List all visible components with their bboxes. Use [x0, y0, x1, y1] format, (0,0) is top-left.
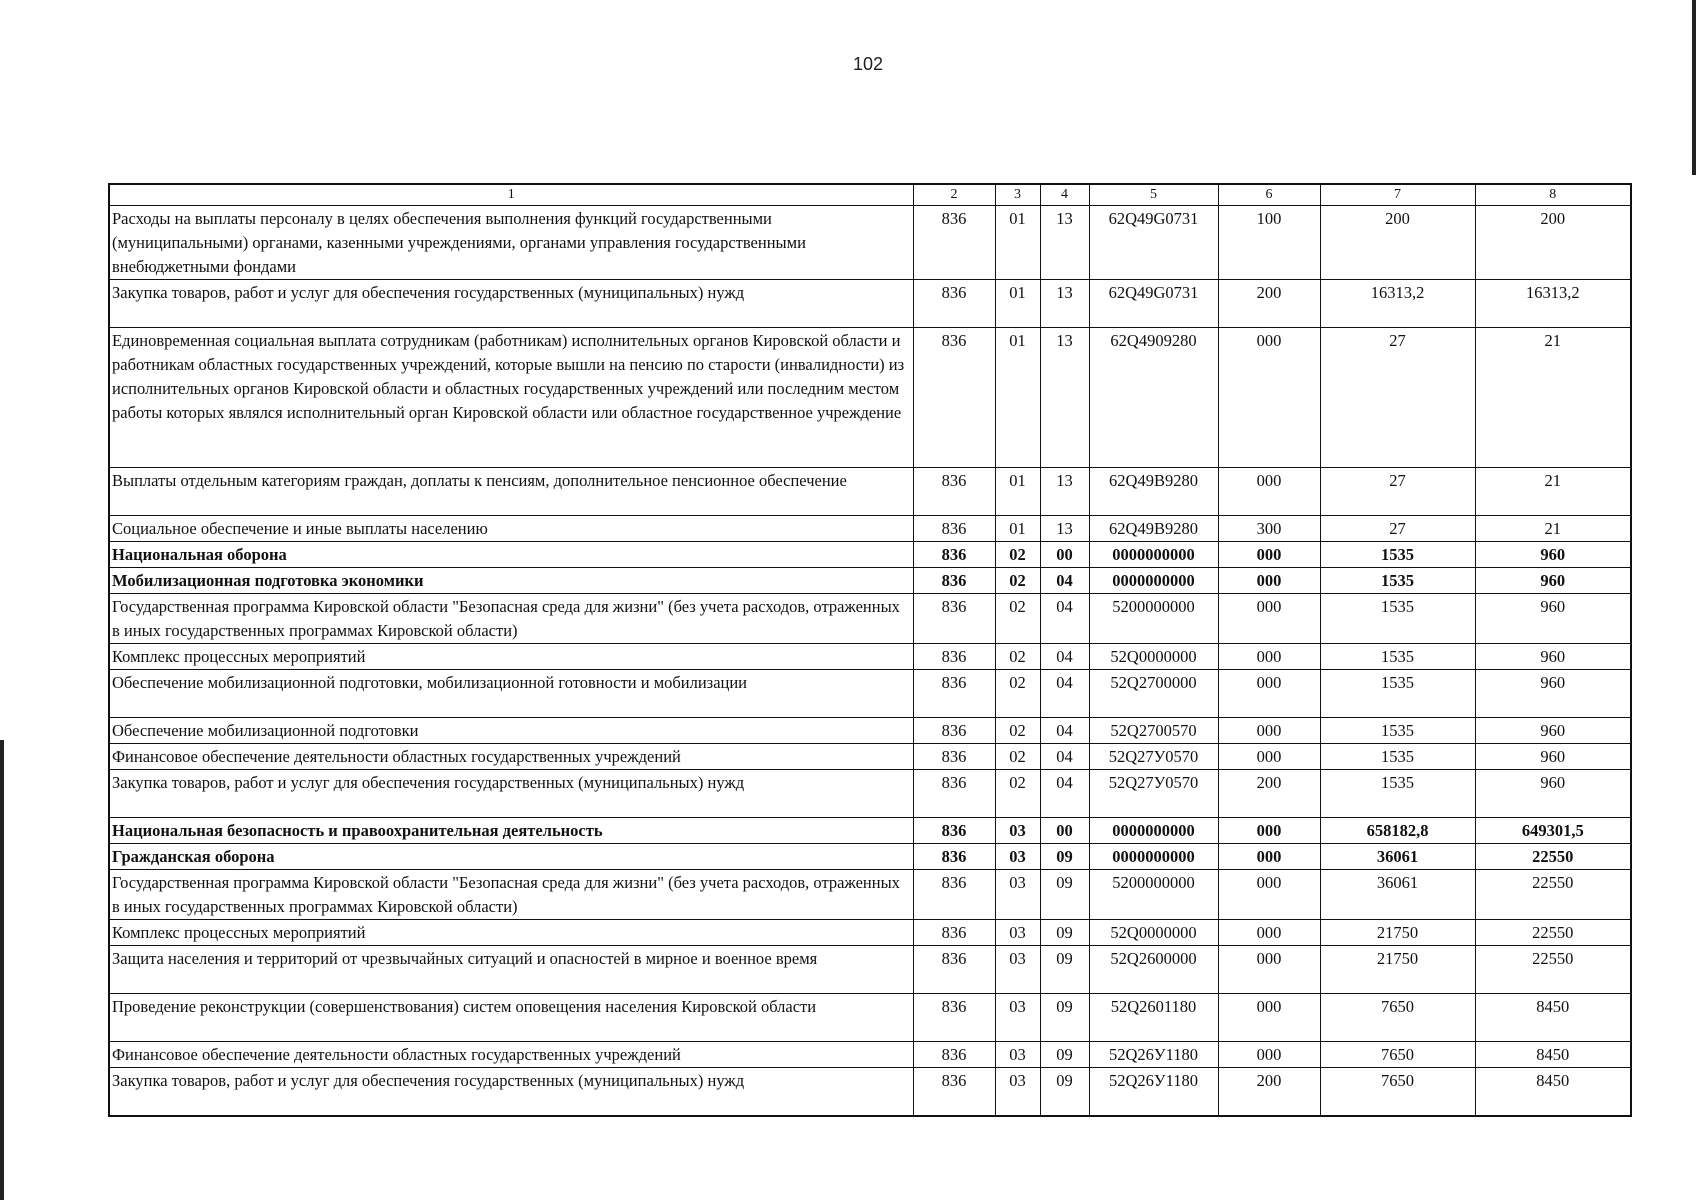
cell-expense-type: 000: [1218, 844, 1320, 870]
cell-description: Национальная оборона: [109, 542, 913, 568]
cell-ministry-code: 836: [913, 542, 995, 568]
cell-amount-year-1: 1535: [1320, 770, 1475, 818]
cell-subsection: 13: [1040, 516, 1089, 542]
table-row: [109, 280, 1631, 328]
cell-target-article: 52Q0000000: [1089, 644, 1218, 670]
cell-ministry-code: 836: [913, 744, 995, 770]
cell-amount-year-2: 649301,5: [1475, 818, 1631, 844]
table-row: [109, 670, 1631, 718]
cell-subsection: 13: [1040, 280, 1089, 328]
cell-description: Единовременная социальная выплата сотрудникам (работникам) исполнительных органов Кировской области и работникам областных государственных учреждений, которые вышли на пенсию по старости (инвалидности) из исполнительных органов Кировской области и областных государственных учреждений или последним местом работы которых являлся исполнительный орган Кировской области или областное государственное учреждение: [109, 328, 913, 468]
cell-amount-year-1: 21750: [1320, 920, 1475, 946]
scan-edge-left: [0, 740, 4, 1200]
cell-amount-year-2: 960: [1475, 744, 1631, 770]
cell-expense-type: 200: [1218, 1068, 1320, 1116]
table-row: [109, 1042, 1631, 1068]
cell-target-article: 62Q49B9280: [1089, 516, 1218, 542]
cell-description: Социальное обеспечение и иные выплаты населению: [109, 516, 913, 542]
cell-description: Гражданская оборона: [109, 844, 913, 870]
header-cell: 3: [995, 184, 1040, 206]
table-row: [109, 644, 1631, 670]
cell-description: Закупка товаров, работ и услуг для обеспечения государственных (муниципальных) нужд: [109, 770, 913, 818]
cell-expense-type: 200: [1218, 770, 1320, 818]
cell-expense-type: 000: [1218, 946, 1320, 994]
cell-expense-type: 200: [1218, 280, 1320, 328]
header-cell: 7: [1320, 184, 1475, 206]
cell-amount-year-2: 960: [1475, 644, 1631, 670]
cell-subsection: 04: [1040, 644, 1089, 670]
cell-target-article: 52Q2600000: [1089, 946, 1218, 994]
cell-description: Защита населения и территорий от чрезвычайных ситуаций и опасностей в мирное и военное время: [109, 946, 913, 994]
cell-section: 02: [995, 568, 1040, 594]
cell-description: Обеспечение мобилизационной подготовки: [109, 718, 913, 744]
cell-section: 03: [995, 1042, 1040, 1068]
cell-section: 01: [995, 516, 1040, 542]
cell-amount-year-2: 960: [1475, 594, 1631, 644]
cell-description: Государственная программа Кировской области "Безопасная среда для жизни" (без учета расходов, отраженных в иных государственных программах Кировской области): [109, 870, 913, 920]
cell-amount-year-1: 1535: [1320, 744, 1475, 770]
cell-ministry-code: 836: [913, 644, 995, 670]
table-row: [109, 870, 1631, 920]
cell-section: 02: [995, 542, 1040, 568]
header-cell: 6: [1218, 184, 1320, 206]
cell-expense-type: 000: [1218, 920, 1320, 946]
cell-subsection: 09: [1040, 920, 1089, 946]
cell-subsection: 13: [1040, 206, 1089, 280]
cell-amount-year-2: 22550: [1475, 946, 1631, 994]
cell-section: 02: [995, 744, 1040, 770]
cell-target-article: 0000000000: [1089, 542, 1218, 568]
table-row: [109, 844, 1631, 870]
cell-section: 02: [995, 594, 1040, 644]
cell-amount-year-1: 1535: [1320, 670, 1475, 718]
cell-amount-year-1: 36061: [1320, 870, 1475, 920]
table-row: [109, 994, 1631, 1042]
cell-expense-type: 000: [1218, 328, 1320, 468]
budget-table-wrapper: [108, 183, 1630, 1117]
cell-section: 03: [995, 920, 1040, 946]
cell-description: Финансовое обеспечение деятельности областных государственных учреждений: [109, 1042, 913, 1068]
budget-table: [108, 183, 1632, 1117]
cell-section: 03: [995, 994, 1040, 1042]
cell-expense-type: 000: [1218, 568, 1320, 594]
cell-section: 03: [995, 946, 1040, 994]
cell-subsection: 13: [1040, 328, 1089, 468]
cell-amount-year-2: 960: [1475, 568, 1631, 594]
table-row: [109, 818, 1631, 844]
cell-description: Комплекс процессных мероприятий: [109, 644, 913, 670]
cell-expense-type: 000: [1218, 644, 1320, 670]
cell-target-article: 52Q27У0570: [1089, 770, 1218, 818]
cell-amount-year-2: 22550: [1475, 844, 1631, 870]
cell-target-article: 52Q26У1180: [1089, 1068, 1218, 1116]
table-row: [109, 594, 1631, 644]
cell-ministry-code: 836: [913, 568, 995, 594]
cell-amount-year-2: 8450: [1475, 1042, 1631, 1068]
cell-subsection: 09: [1040, 946, 1089, 994]
cell-ministry-code: 836: [913, 870, 995, 920]
header-cell: 8: [1475, 184, 1631, 206]
cell-section: 01: [995, 280, 1040, 328]
cell-ministry-code: 836: [913, 328, 995, 468]
table-row: [109, 568, 1631, 594]
table-row: [109, 542, 1631, 568]
header-cell: 5: [1089, 184, 1218, 206]
cell-description: Закупка товаров, работ и услуг для обеспечения государственных (муниципальных) нужд: [109, 280, 913, 328]
cell-target-article: 52Q2700570: [1089, 718, 1218, 744]
cell-description: Мобилизационная подготовка экономики: [109, 568, 913, 594]
cell-section: 03: [995, 1068, 1040, 1116]
cell-subsection: 00: [1040, 542, 1089, 568]
cell-amount-year-1: 200: [1320, 206, 1475, 280]
table-row: [109, 718, 1631, 744]
cell-subsection: 13: [1040, 468, 1089, 516]
cell-target-article: 62Q49G0731: [1089, 280, 1218, 328]
cell-amount-year-1: 1535: [1320, 644, 1475, 670]
cell-description: Закупка товаров, работ и услуг для обеспечения государственных (муниципальных) нужд: [109, 1068, 913, 1116]
cell-target-article: 0000000000: [1089, 818, 1218, 844]
cell-ministry-code: 836: [913, 594, 995, 644]
table-row: [109, 920, 1631, 946]
cell-ministry-code: 836: [913, 946, 995, 994]
cell-target-article: 0000000000: [1089, 844, 1218, 870]
cell-expense-type: 000: [1218, 468, 1320, 516]
cell-amount-year-1: 7650: [1320, 994, 1475, 1042]
cell-target-article: 52Q27У0570: [1089, 744, 1218, 770]
page-number: 102: [852, 54, 884, 74]
cell-ministry-code: 836: [913, 718, 995, 744]
cell-amount-year-2: 21: [1475, 328, 1631, 468]
cell-ministry-code: 836: [913, 818, 995, 844]
cell-expense-type: 000: [1218, 1042, 1320, 1068]
cell-subsection: 04: [1040, 770, 1089, 818]
cell-amount-year-1: 1535: [1320, 718, 1475, 744]
cell-amount-year-1: 7650: [1320, 1042, 1475, 1068]
cell-amount-year-2: 960: [1475, 770, 1631, 818]
table-row: [109, 1068, 1631, 1116]
header-cell: 1: [109, 184, 913, 206]
cell-expense-type: 000: [1218, 994, 1320, 1042]
cell-amount-year-2: 960: [1475, 670, 1631, 718]
cell-expense-type: 000: [1218, 718, 1320, 744]
cell-subsection: 04: [1040, 670, 1089, 718]
cell-description: Выплаты отдельным категориям граждан, доплаты к пенсиям, дополнительное пенсионное обеспечение: [109, 468, 913, 516]
cell-subsection: 00: [1040, 818, 1089, 844]
cell-description: Комплекс процессных мероприятий: [109, 920, 913, 946]
cell-ministry-code: 836: [913, 844, 995, 870]
header-cell: 4: [1040, 184, 1089, 206]
table-row: [109, 770, 1631, 818]
cell-amount-year-2: 8450: [1475, 1068, 1631, 1116]
cell-amount-year-1: 16313,2: [1320, 280, 1475, 328]
cell-expense-type: 100: [1218, 206, 1320, 280]
cell-expense-type: 300: [1218, 516, 1320, 542]
cell-amount-year-2: 8450: [1475, 994, 1631, 1042]
cell-ministry-code: 836: [913, 670, 995, 718]
cell-amount-year-1: 21750: [1320, 946, 1475, 994]
cell-amount-year-1: 1535: [1320, 568, 1475, 594]
cell-description: Проведение реконструкции (совершенствования) систем оповещения населения Кировской области: [109, 994, 913, 1042]
cell-amount-year-2: 21: [1475, 468, 1631, 516]
cell-section: 03: [995, 844, 1040, 870]
table-row: [109, 516, 1631, 542]
cell-description: Расходы на выплаты персоналу в целях обеспечения выполнения функций государственными (муниципальными) органами, казенными учреждениями, органами управления государственными внебюджетными фондами: [109, 206, 913, 280]
cell-target-article: 62Q49B9280: [1089, 468, 1218, 516]
cell-section: 02: [995, 718, 1040, 744]
cell-target-article: 62Q49G0731: [1089, 206, 1218, 280]
cell-amount-year-1: 27: [1320, 468, 1475, 516]
cell-target-article: 5200000000: [1089, 870, 1218, 920]
cell-target-article: 0000000000: [1089, 568, 1218, 594]
cell-subsection: 04: [1040, 594, 1089, 644]
cell-amount-year-1: 27: [1320, 516, 1475, 542]
cell-amount-year-2: 16313,2: [1475, 280, 1631, 328]
header-row: [109, 184, 1631, 206]
cell-amount-year-1: 27: [1320, 328, 1475, 468]
cell-subsection: 04: [1040, 744, 1089, 770]
cell-subsection: 09: [1040, 994, 1089, 1042]
cell-subsection: 09: [1040, 844, 1089, 870]
table-body: [109, 184, 1631, 1116]
cell-description: Финансовое обеспечение деятельности областных государственных учреждений: [109, 744, 913, 770]
table-row: [109, 328, 1631, 468]
cell-target-article: 62Q4909280: [1089, 328, 1218, 468]
cell-section: 03: [995, 870, 1040, 920]
cell-section: 02: [995, 770, 1040, 818]
cell-description: Национальная безопасность и правоохранительная деятельность: [109, 818, 913, 844]
cell-amount-year-1: 658182,8: [1320, 818, 1475, 844]
cell-target-article: 52Q0000000: [1089, 920, 1218, 946]
cell-expense-type: 000: [1218, 870, 1320, 920]
cell-subsection: 09: [1040, 870, 1089, 920]
cell-expense-type: 000: [1218, 542, 1320, 568]
cell-ministry-code: 836: [913, 280, 995, 328]
cell-expense-type: 000: [1218, 818, 1320, 844]
cell-amount-year-1: 7650: [1320, 1068, 1475, 1116]
cell-ministry-code: 836: [913, 468, 995, 516]
cell-target-article: 52Q2601180: [1089, 994, 1218, 1042]
cell-subsection: 09: [1040, 1068, 1089, 1116]
cell-ministry-code: 836: [913, 516, 995, 542]
cell-amount-year-2: 22550: [1475, 920, 1631, 946]
table-row: [109, 946, 1631, 994]
cell-section: 02: [995, 670, 1040, 718]
cell-amount-year-1: 1535: [1320, 594, 1475, 644]
cell-expense-type: 000: [1218, 594, 1320, 644]
cell-amount-year-1: 36061: [1320, 844, 1475, 870]
cell-target-article: 52Q26У1180: [1089, 1042, 1218, 1068]
table-row: [109, 206, 1631, 280]
table-row: [109, 468, 1631, 516]
cell-ministry-code: 836: [913, 1042, 995, 1068]
cell-target-article: 52Q2700000: [1089, 670, 1218, 718]
cell-expense-type: 000: [1218, 744, 1320, 770]
cell-ministry-code: 836: [913, 770, 995, 818]
cell-amount-year-2: 22550: [1475, 870, 1631, 920]
scan-edge-right: [1692, 0, 1696, 175]
cell-section: 03: [995, 818, 1040, 844]
cell-ministry-code: 836: [913, 920, 995, 946]
cell-description: Государственная программа Кировской области "Безопасная среда для жизни" (без учета расходов, отраженных в иных государственных программах Кировской области): [109, 594, 913, 644]
cell-amount-year-2: 21: [1475, 516, 1631, 542]
cell-subsection: 09: [1040, 1042, 1089, 1068]
cell-target-article: 5200000000: [1089, 594, 1218, 644]
cell-amount-year-1: 1535: [1320, 542, 1475, 568]
cell-ministry-code: 836: [913, 1068, 995, 1116]
cell-ministry-code: 836: [913, 994, 995, 1042]
cell-amount-year-2: 960: [1475, 542, 1631, 568]
cell-amount-year-2: 200: [1475, 206, 1631, 280]
table-row: [109, 744, 1631, 770]
cell-section: 01: [995, 328, 1040, 468]
header-cell: 2: [913, 184, 995, 206]
cell-expense-type: 000: [1218, 670, 1320, 718]
cell-description: Обеспечение мобилизационной подготовки, мобилизационной готовности и мобилизации: [109, 670, 913, 718]
cell-subsection: 04: [1040, 718, 1089, 744]
cell-section: 02: [995, 644, 1040, 670]
cell-amount-year-2: 960: [1475, 718, 1631, 744]
cell-ministry-code: 836: [913, 206, 995, 280]
cell-subsection: 04: [1040, 568, 1089, 594]
cell-section: 01: [995, 468, 1040, 516]
cell-section: 01: [995, 206, 1040, 280]
